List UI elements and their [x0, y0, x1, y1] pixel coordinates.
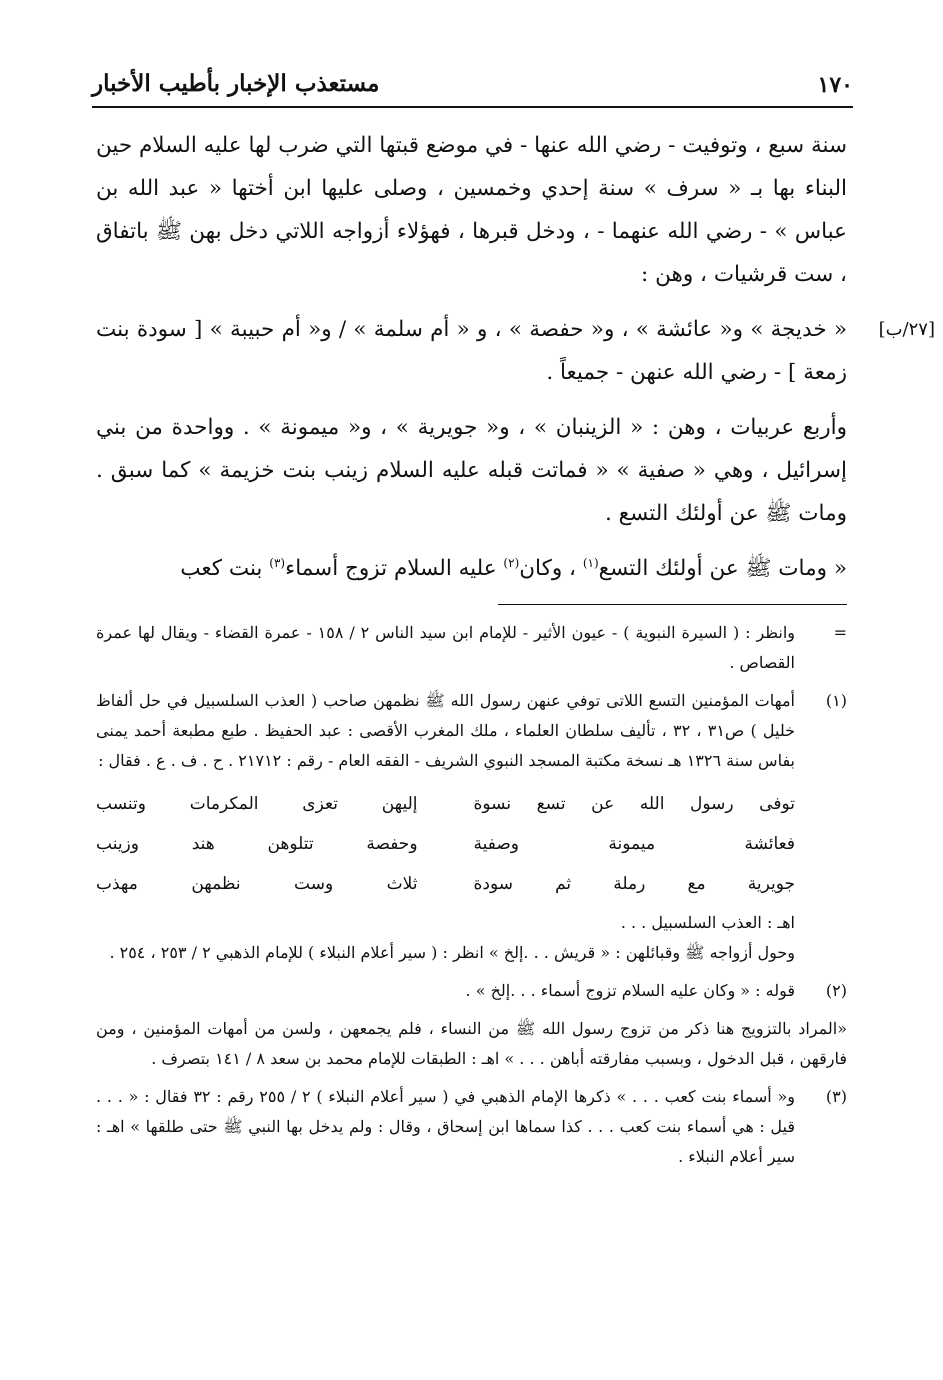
- text-run: بنت كعب: [180, 556, 270, 581]
- poem-verse: [96, 864, 795, 904]
- hemistich: ثلاث وست نظمهن مهذب: [96, 874, 418, 894]
- paragraph: وأربع عربيات ، وهن : « الزينبان » ، و« جويرية » ، و« ميمونة » . وواحدة من بني إسرائيل ، وهي « صفية » « فماتت قبله عليه السلام زينب بنت خزيمة » كما سبق . ومات ﷺ عن أولئك التسع .: [96, 415, 847, 526]
- footnotes: [96, 618, 847, 1180]
- footnote-text: و« أسماء بنت كعب . . . » ذكرها الإمام الذهبي في ( سير أعلام النبلاء ) ٢ / ٢٥٥ رقم : ٣٢ فقال : « . . . قيل : هي أسماء بنت كعب . . . كذا سماها ابن إسحاق ، وقال : ولم يدخل بها النبي ﷺ حتى طلقها » اهـ : سير أعلام النبلاء .: [96, 1087, 796, 1166]
- text-run: عليه السلام تزوج أسماء: [285, 556, 504, 581]
- paragraph-text: « خديجة » و« عائشة » ، و« حفصة » ، و « أم سلمة » / و« أم حبيبة » [ سودة بنت زمعة ] - رضي الله عنهن - جميعاً .: [96, 317, 847, 385]
- footnote-text: قوله : « وكان عليه السلام تزوج أسماء . . .إلخ » .: [465, 981, 795, 1000]
- paragraph: [96, 547, 847, 590]
- footnote-marker: (١): [825, 691, 847, 710]
- footnote-3: [96, 1082, 847, 1172]
- poem-verse: [96, 824, 795, 864]
- footnote-1: [96, 686, 847, 968]
- folio-reference: [٢٧/ب]: [878, 319, 935, 340]
- footnote-continuation: [96, 618, 847, 678]
- text-run: ، وكان: [519, 556, 583, 581]
- footnote-marker: (٢): [825, 981, 847, 1000]
- footnote-text: أمهات المؤمنين التسع اللاتى توفي عنهن رسول الله ﷺ نظمهن صاحب ( العذب السلسبيل في حل ألفاظ خليل ) ص٣١ ، ٣٢ ، تأليف سلطان العلماء ، ملك المغرب الأقصى : عبد الحفيظ . طبع مطبعة أحمد يمنى بفاس سنة ١٣٢٦ هـ نسخة مكتبة المسجد النبوي الشريف - الفقه العام - رقم : ٢١٧١٢ . ح . ف . ع . فقال :: [96, 691, 796, 770]
- hemistich: فعائشة ميمونة وصفية: [473, 834, 795, 854]
- paragraph: سنة سبع ، وتوفيت - رضي الله عنها - في موضع قبتها التي ضرب لها عليه السلام حين البناء بها بـ « سرف » سنة إحدي وخمسين ، وصلى عليها ابن أختها « عبد الله بن عباس » - رضي الله عنهما - ، ودخل قبرها ، فهؤلاء أزواجه اللاتي دخل بهن ﷺ باتفاق ، ست قرشيات ، وهن :: [96, 133, 847, 287]
- hemistich: إليهن تعزى المكرمات وتنسب: [96, 794, 418, 814]
- page-number: ١٧٠: [817, 72, 853, 98]
- footnote-text: وحول أزواجه ﷺ وقبائلهن : « قريش . . .إلخ » انظر : ( سير أعلام النبلاء ) للإمام الذهبي ٢ / ٢٥٣ ، ٢٥٤ .: [109, 943, 795, 962]
- footnote-ref[interactable]: (١): [582, 555, 599, 570]
- footnote-2: [96, 976, 847, 1006]
- main-text: [96, 124, 935, 602]
- poem: [96, 784, 795, 904]
- paragraph: [96, 308, 935, 394]
- poem-verse: [96, 784, 795, 824]
- hemistich: جويرية مع رملة ثم سودة: [473, 874, 795, 894]
- text-run: « ومات ﷺ عن أولئك التسع: [598, 556, 847, 581]
- footnote-text: وانظر : ( السيرة النبوية ) - عيون الأثير - للإمام ابن سيد الناس ٢ / ١٥٨ - عمرة القضاء - ويقال لها عمرة القصاص .: [96, 623, 796, 672]
- footnote-marker: =: [833, 623, 847, 642]
- footnote-text: «المراد بالتزويج هنا ذكر من تزوج رسول الله ﷺ من النساء ، فلم يجمعهن ، ولسن من أمهات المؤمنين ، ومن فارقهن ، قبل الدخول ، وبسبب مفارقته أباهن . . . » اهـ : الطبقات للإمام محمد بن سعد ٨ / ١٤١ بتصرف .: [96, 1019, 847, 1068]
- hemistich: توفى رسول الله عن تسع نسوة: [473, 794, 795, 814]
- footnote-separator: [498, 604, 847, 605]
- running-title: مستعذب الإخبار بأطيب الأخبار: [92, 70, 380, 97]
- page-header: [92, 66, 853, 108]
- footnote-ref[interactable]: (٢): [503, 555, 520, 570]
- footnote-2-quote: [96, 1014, 847, 1074]
- hemistich: وحفصة تتلوهن هند وزينب: [96, 834, 418, 854]
- footnote-ref[interactable]: (٣): [269, 555, 286, 570]
- footnote-text: اهـ : العذب السلسبيل . . .: [620, 913, 795, 932]
- footnote-marker: (٣): [825, 1087, 847, 1106]
